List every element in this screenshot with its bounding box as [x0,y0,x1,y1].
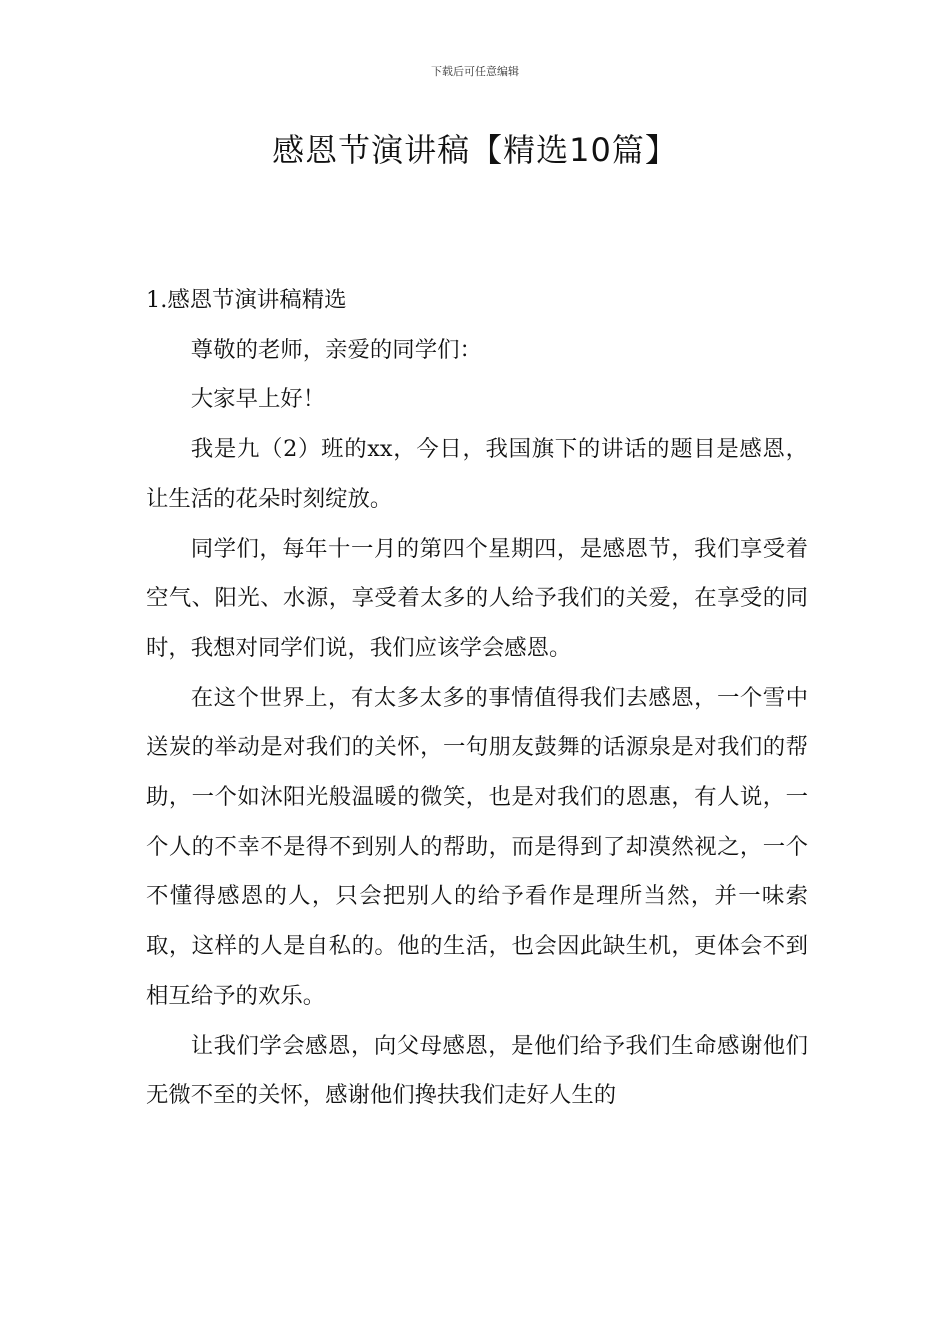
document-title: 感恩节演讲稿【精选10篇】 [272,131,678,169]
paragraph-salutation: 尊敬的老师，亲爱的同学们： [190,336,482,363]
paragraph-greeting: 大家早上好！ [190,386,326,413]
document-body [146,276,808,1121]
header-note: 下载后可任意编辑 [431,65,519,78]
paragraph-thanksgiving: 同学们，每年十一月的第四个星期四，是感恩节，我们享受着空气、阳光、水源，享受着太多的人给予我们的关爱，在享受的同时，我想对同学们说，我们应该学会感恩。 [146,535,808,661]
paragraph-gratitude-world: 在这个世界上，有太多太多的事情值得我们去感恩，一个雪中送炭的举动是对我们的关怀，一句朋友鼓舞的话源泉是对我们的帮助，一个如沐阳光般温暖的微笑，也是对我们的恩惠，有人说，一个人的不幸不是得不到别人的帮助，而是得到了却漠然视之，一个不懂得感恩的人，只会把别人的给予看作是理所当然，并一味索取，这样的人是自私的。他的生活，也会因此缺生机，更体会不到相互给予的欢乐。 [146,684,808,1009]
paragraph-introduction: 我是九（2）班的xx，今日，我国旗下的讲话的题目是感恩，让生活的花朵时刻绽放。 [146,436,808,512]
section-heading: 1.感恩节演讲稿精选 [146,287,347,313]
paragraph-gratitude-parents: 让我们学会感恩，向父母感恩，是他们给予我们生命感谢他们无微不至的关怀，感谢他们搀扶我们走好人生的 [146,1032,808,1109]
